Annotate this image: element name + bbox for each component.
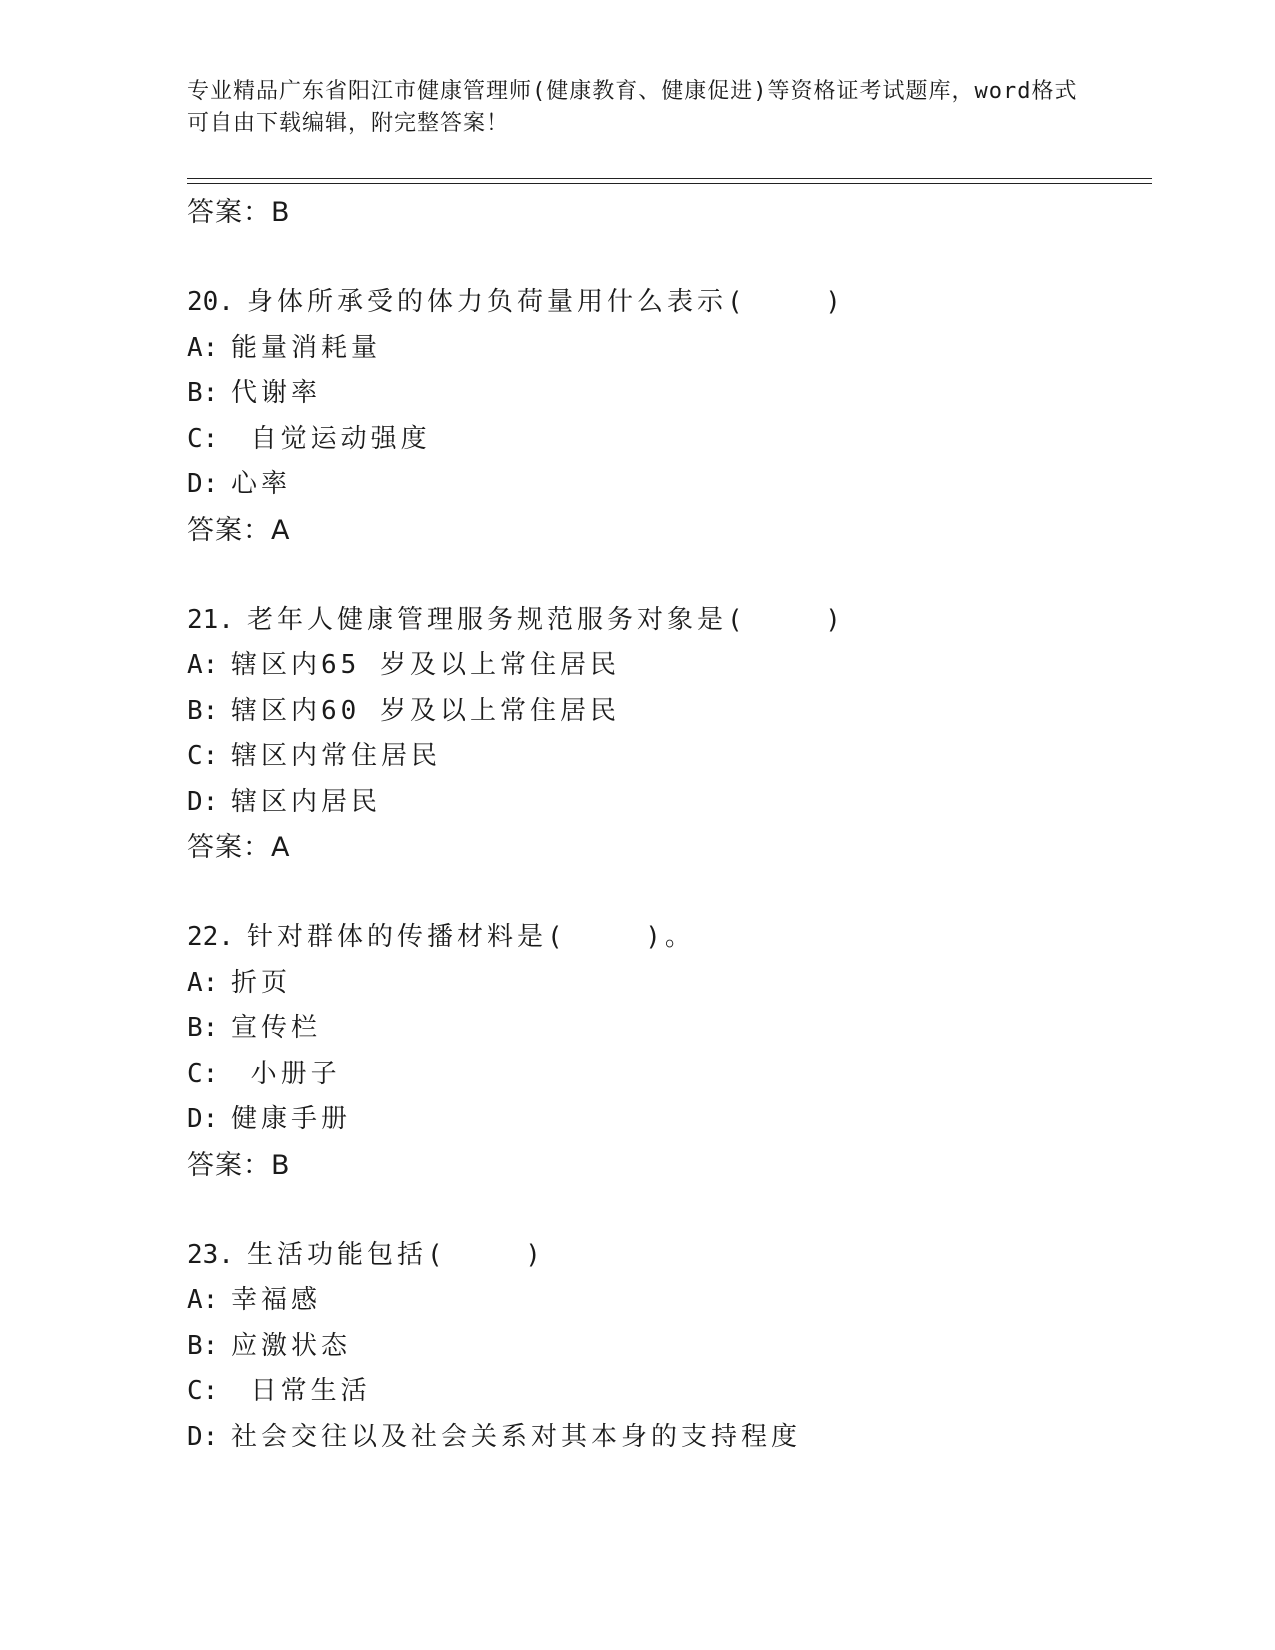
question-text: 针对群体的传播材料是( )。 bbox=[247, 922, 695, 952]
option-d bbox=[187, 1097, 1147, 1143]
option-a bbox=[187, 1278, 1147, 1324]
option-a bbox=[187, 961, 1147, 1007]
option-label: D: bbox=[187, 1104, 219, 1134]
option-label: C: bbox=[187, 1058, 219, 1089]
option-label: D: bbox=[187, 786, 219, 817]
header-divider-bottom bbox=[187, 183, 1152, 184]
option-label: C: bbox=[187, 423, 219, 454]
option-text: 幸福感 bbox=[231, 1285, 322, 1315]
option-c bbox=[187, 417, 1147, 463]
option-text: 应激状态 bbox=[231, 1330, 352, 1361]
option-text: 辖区内65 岁及以上常住居民 bbox=[231, 650, 620, 680]
option-b bbox=[187, 371, 1147, 417]
question-item bbox=[187, 598, 1147, 872]
question-stem bbox=[187, 598, 1147, 644]
option-text: 能量消耗量 bbox=[231, 332, 382, 363]
option-text: 辖区内居民 bbox=[231, 786, 382, 817]
option-c bbox=[187, 1052, 1147, 1098]
question-number: 20. bbox=[187, 287, 234, 317]
option-text: 自觉运动强度 bbox=[231, 423, 431, 454]
question-text: 生活功能包括( ) bbox=[247, 1239, 545, 1270]
question-number: 23. bbox=[187, 1239, 234, 1270]
option-text: 小册子 bbox=[231, 1058, 341, 1089]
option-label: B: bbox=[187, 1330, 219, 1361]
question-item bbox=[187, 280, 1147, 554]
option-label: A: bbox=[187, 967, 219, 998]
option-text: 健康手册 bbox=[231, 1104, 352, 1134]
option-b bbox=[187, 1324, 1147, 1370]
question-number: 21. bbox=[187, 604, 234, 635]
option-label: A: bbox=[187, 332, 219, 363]
option-c bbox=[187, 1369, 1147, 1415]
option-d bbox=[187, 780, 1147, 826]
option-text: 日常生活 bbox=[231, 1376, 371, 1406]
option-b bbox=[187, 689, 1147, 735]
option-text: 辖区内常住居民 bbox=[231, 741, 442, 771]
answer-line: 答案：A bbox=[187, 832, 291, 863]
question-item bbox=[187, 1233, 1147, 1461]
option-text: 心率 bbox=[231, 469, 292, 499]
option-c bbox=[187, 734, 1147, 780]
option-a bbox=[187, 643, 1147, 689]
option-text: 社会交往以及社会关系对其本身的支持程度 bbox=[231, 1421, 802, 1452]
option-label: A: bbox=[187, 650, 219, 680]
answer-line: 答案：B bbox=[187, 1149, 291, 1181]
question-item bbox=[187, 915, 1147, 1189]
option-label: B: bbox=[187, 378, 219, 408]
option-label: B: bbox=[187, 695, 219, 726]
option-a bbox=[187, 326, 1147, 372]
question-stem bbox=[187, 915, 1147, 961]
option-text: 折页 bbox=[231, 967, 292, 998]
option-d bbox=[187, 462, 1147, 508]
question-number: 22. bbox=[187, 922, 234, 952]
option-b bbox=[187, 1006, 1147, 1052]
option-text: 代谢率 bbox=[231, 378, 322, 408]
option-d bbox=[187, 1415, 1147, 1461]
question-stem bbox=[187, 280, 1147, 326]
option-label: A: bbox=[187, 1285, 219, 1315]
question-text: 身体所承受的体力负荷量用什么表示( ) bbox=[247, 287, 845, 317]
question-stem bbox=[187, 1233, 1147, 1279]
option-text: 宣传栏 bbox=[231, 1013, 322, 1043]
question-list bbox=[187, 190, 1147, 1460]
option-label: B: bbox=[187, 1013, 219, 1043]
answer-line: 答案：A bbox=[187, 514, 291, 546]
answer-line: 答案：B bbox=[187, 197, 291, 228]
option-label: C: bbox=[187, 1376, 219, 1406]
option-label: D: bbox=[187, 1421, 219, 1452]
option-label: C: bbox=[187, 741, 219, 771]
option-label: D: bbox=[187, 469, 219, 499]
question-text: 老年人健康管理服务规范服务对象是( ) bbox=[247, 604, 845, 635]
option-text: 辖区内60 岁及以上常住居民 bbox=[231, 695, 620, 726]
document-header: 专业精品广东省阳江市健康管理师(健康教育、健康促进)等资格证考试题库，word格式可自由下载编辑，附完整答案！ bbox=[187, 79, 1078, 136]
header-divider-top bbox=[187, 178, 1152, 179]
